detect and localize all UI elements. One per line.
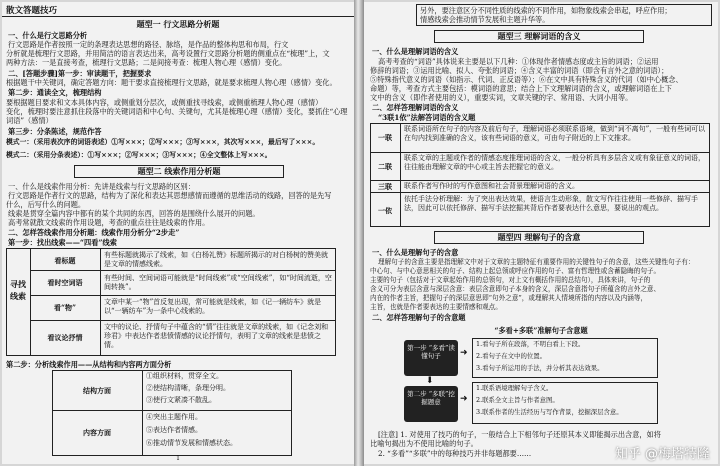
table-value: 联系词语所在句子的内容及前后句子，理解词语必须联系语境，做到“词不离句”，一般有些词可以在句内找到准确的含义，该有些词语的意义，可由句子附近的上下文推求。: [404, 125, 706, 142]
table-key: 看“物”: [53, 303, 77, 312]
table-key: 内容方面: [83, 428, 111, 437]
text-line: 分析就是梳理行文思路，并用简洁的语言表达出来，高考设置行文思路分析题的侧重点在“梳理”上，文: [6, 49, 330, 58]
flow-item: 1.看句子所在段落，不明白看上下段。: [476, 340, 585, 348]
text-line: 主旨，也就是作者要表达的主要情感和观点。: [370, 303, 502, 311]
text-line: 高考常就散文线索的作用设题，考查的重点往往是线索的作用。: [8, 218, 210, 227]
heading: 一、什么是行文思路分析: [8, 31, 88, 40]
table-item: ③使行文紧凑不散乱。: [146, 396, 216, 404]
table-item: ②使结构清晰，条理分明。: [146, 384, 230, 392]
table-key: 看议论抒情: [47, 333, 83, 342]
arrow-icon: ➜: [460, 394, 468, 404]
section-title-1: 题型一 行文思路分析题: [136, 19, 220, 29]
text-line: 行文思路是作者按照一定的条理表达思想的路径、脉络，是作品的整体构思和布局，行文: [8, 40, 289, 49]
text-line: 变化，梳理时要注意抓住段落中的关键词语和中心句、关键句，尤其是梳理心理（感情）变化，要抓住“心理: [6, 107, 348, 116]
text-line: 高考考查的“词语”具体说来主要是以下几种：①体现作者情感态度或主旨的词语；②运用: [378, 57, 659, 66]
text-line: 情感线索会推动情节发展和主题升华等。: [420, 15, 550, 24]
table-side-label: 寻找线索: [10, 279, 26, 301]
text-line: 理解句子的含意主要是指理解文中对于文章的主题特征有重要作用的关键性句子的含意，这些关键性句子有：: [378, 258, 695, 266]
arrow-icon: ➜: [460, 348, 468, 358]
text-line: “3联1依”法解答词语的含义题: [378, 113, 476, 122]
heading: 二、怎样答理解句子的含意题: [372, 313, 466, 322]
section-title-2: 题型二 线索作用分析题: [137, 166, 221, 176]
text-line: [注意] 1. 对使用了技巧的句子，一般结合上下相邻句子还原其本义即能揭示出含意，如将: [378, 430, 661, 439]
page-gutter: [354, 0, 364, 466]
section-title-4: 题型四 理解句子的含意: [497, 232, 581, 242]
text-line: 中心句、与中心意思相关的句子、结构上起总领或呼应作用的句子、富有哲理性或含蓄隐晦的句子。: [370, 267, 661, 275]
table-item: ④突出主题作用。: [146, 413, 202, 421]
text-line: 第二步：通读全文，梳理结构: [8, 88, 102, 97]
flow-item: 1.联系语境理解句子含义。: [476, 384, 553, 392]
text-line: 主要的句子（包括对于文章起始作用的总领句，对上文有概括作用的总结句），具体来讲，句子的: [370, 276, 651, 284]
text-line: 第二步：分析线索作用——从结构和内容两方面分析: [6, 360, 172, 369]
text-line: 内在的作者主旨，把握句子的深层意思即“句外之意”，或理解其人情境所指的内容以及内涵等，: [370, 294, 648, 302]
header-rule: [2, 16, 354, 17]
text-line: 第三步：分条陈述，规范作答: [8, 127, 102, 136]
table-key: 三联: [378, 182, 392, 191]
text-line: 要根据题目要求和文本具体内容，或侧重划分层次，或侧重找寻线索，或侧重梳理人物心理（感情）: [6, 98, 323, 107]
text-line: 修辞的词语；③运用比喻、拟人、夸张的词语；④含义丰富的词语（即含有言外之意的词语）；: [370, 66, 669, 75]
text-line: 行文思路是作者行文的思路，结构为了深化和表达其思想感情而遵循的思维活动的线路，回答的是先写: [8, 191, 332, 200]
flow-title: “多看+多联”准解句子含意题: [494, 326, 588, 335]
table-value: 有些标题就揭示了线索，如《白杨礼赞》标题所揭示的对白杨树的赞美就是文章的情感线索。: [104, 251, 328, 268]
text-line: 文中的含义（即作者使用的义），重要实词，文章关键的字、常用语、大词小用等。: [370, 93, 633, 102]
heading: 一、什么是理解句子的含意: [372, 248, 459, 257]
flow-item: 2.看句子在文中的位置。: [476, 352, 547, 360]
text-line: 模式一：（采用表次序的词语表述）①写×××；②写×××；③写×××，其次写×××，最后写了×××。: [6, 138, 320, 146]
table-key: 结构方面: [83, 386, 111, 395]
page-header: 散文答题技巧: [6, 6, 58, 16]
flow-step-2: 第二步 “多联”挖掘题意: [404, 386, 458, 422]
text-line: 第一步：找出线索——“四看”线索: [8, 238, 117, 247]
text-line: 另外，要注意区分不同性质的线索的不同作用，如物象线索会串起，呼应作用；: [420, 6, 672, 15]
table-value: 文章中某一“物”首反复出现，常可能就是线索，如《记一辆纺车》就是以“一辆纺车”为一条中心线索的。: [104, 298, 322, 315]
table-value: 依托手法分析理解：为了突出表达效果，使语言生动形象，散文写作往往使用一些修辞、描写手法，因此可以依托修辞、描写手法挖掘其背后作者要表达什么意思，要说出的观点。: [404, 195, 698, 212]
text-line: 比喻句揭出为不使用比喻的句子。: [370, 439, 478, 448]
text-line: 词语”（感情）: [6, 116, 53, 125]
text-line: 含义可分为表层含意与深层含意：表层含意即句子本身的含义，深层含意指句子所蕴含的言外之意、: [370, 285, 661, 293]
table-value: 文中的议论、抒情句子中蕴含的“情”往往就是文章的线索，如《记念刘和珍君》中表达作者悲愤情感的议论抒情句，表明了文章的线索是悲愤之情。: [104, 323, 329, 349]
text-line: 什么，后写什么的问题。: [6, 200, 86, 209]
table-key: 看标题: [54, 256, 76, 265]
watermark: 知乎 @梅塔特隆: [614, 447, 710, 462]
flow-step-1: 第一步 “多看”读懂句子: [404, 340, 458, 376]
table-value: 联系文章的主题或作者的情感态度推理词语的含义，一般分析具有多层含义或有象征意义的词语，往往能由理解文章的中心或主旨去把握它的意义。: [404, 154, 705, 171]
right-page: [364, 2, 718, 464]
table-key: 看时空词语: [47, 278, 83, 287]
table-key: 一依: [378, 206, 392, 215]
table-key: 一联: [378, 133, 392, 142]
section-title-3: 题型三 理解词语的含义: [497, 31, 581, 41]
text-line: 模式二：（采用分条表述）：①写×××；②写×××；③写×××；④全文整体上写×××。: [6, 151, 272, 159]
heading: 一、什么是理解词语的含义: [372, 47, 459, 56]
table-value: 联系作者写作时的写作意图和社会背景理解词语的含义。: [404, 182, 579, 190]
text-line: ⑤特殊指代意义的词语（如指示、代词、正反语等）；⑥在文中具有特殊含义的代词（如中心概念、: [370, 75, 683, 84]
flow-item: 3.联系作者的生活经历与写作背景，挖掘深层含意。: [476, 408, 623, 416]
flow-item: 3.看句子所运用的手法，并分析其表达效果。: [476, 364, 604, 372]
text-line: 线索是贯穿全篇内容中都有的某个共同的东西，回答的是围绕什么展开的问题。: [8, 209, 260, 218]
table-key: 二联: [378, 162, 392, 171]
left-page: [2, 2, 354, 464]
heading: 二、怎样答理解词语的含义: [372, 103, 459, 112]
flow-item: 2.联系全文主旨与作者意图。: [476, 396, 559, 404]
text-line: 一、什么是线索作用分析：先讲是线索与行文思路的区别：: [8, 182, 195, 191]
text-line: 二、怎样答线索作用分析题：线索作用分析分“2步走”: [8, 228, 180, 237]
text-line: 命题）等，考查方式主要包括：模词语的意思；结合上下文理解词语的含义，或理解词语在上下: [370, 84, 672, 93]
table-item: ①组织材料，贯穿全文。: [146, 372, 223, 380]
table-item: ⑥推动情节发展和情感状态。: [146, 439, 237, 447]
heading: 二、[答题步骤]第一步：审读题干，把握要求: [8, 69, 152, 78]
table-value: 有些时间、空间词语可能就是“时间线索”或“空间线索”，如“时间流逝，空间转换”。: [104, 274, 332, 291]
table-item: ⑤表达作者情感。: [146, 426, 202, 434]
text-line: 两种方法：一是直接考查，梳理行文思路；二是间接考查：梳理人物心理（感情）变化。: [6, 58, 287, 67]
text-line: 2. “多看”“多联”中的每种技巧并非每题都要……: [378, 449, 532, 458]
arrow-down-icon: ⬇: [426, 376, 434, 386]
page-number: 1: [176, 455, 180, 462]
text-line: 根据题干中关键词，确定答题方向：题干要求直接梳理行文思路，就是要求梳理人物心理（感情）变化。: [6, 78, 337, 87]
